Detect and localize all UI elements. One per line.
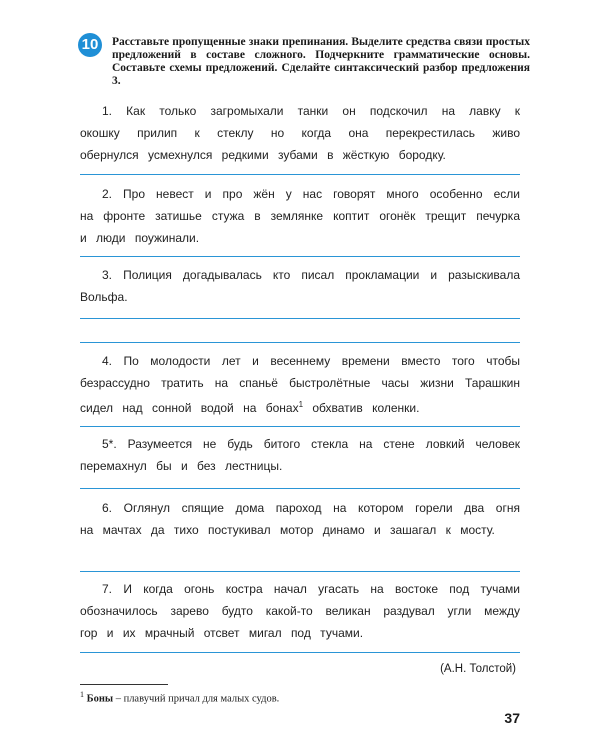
exercise-6 — [80, 497, 520, 541]
exercise-1 — [80, 100, 520, 166]
author-attribution: (А.Н. Толстой) — [440, 663, 516, 675]
exercise-2 — [80, 183, 520, 249]
exercise-text: По молодости лет и весеннему времени вместо того чтобы безрассудно тратить на спаньё быстролётные часы жизни Тарашкин сидел над сонной водой на бонах — [80, 354, 520, 415]
answer-line — [80, 342, 520, 343]
exercise-label: 1. — [102, 104, 113, 118]
footnote-divider — [80, 684, 168, 685]
page-number: 37 — [504, 710, 520, 726]
footnote-number: 1 — [80, 690, 84, 699]
exercise-text-cont: обхватив коленки. — [303, 401, 420, 415]
exercise-7 — [80, 578, 520, 644]
answer-line — [80, 174, 520, 175]
answer-line — [80, 256, 520, 257]
exercise-label: 7. — [102, 582, 113, 596]
task-number-badge: 10 — [78, 33, 102, 57]
exercise-text: Как только загромыхали танки он подскочил на лавку к окошку прилип к стеклу но когда она перекрестилась живо обернулся усмехнулся редкими зубами в жёсткую бородку. — [80, 104, 520, 162]
exercise-text: Разумеется не будь битого стекла на стене ловкий человек перемахнул бы и без лестницы. — [80, 437, 520, 473]
exercise-text: И когда огонь костра начал угасать на востоке под тучами обозначилось зарево будто какой-то великан раздувал угли между гор и их мрачный отсвет мигал под тучами. — [80, 582, 520, 640]
footnote-mark: 1 — [298, 400, 304, 409]
answer-line — [80, 318, 520, 319]
footnote-definition: – плавучий причал для малых судов. — [113, 693, 280, 705]
exercise-text: Оглянул спящие дома пароход на котором горели два огня на мачтах да тихо постукивал мотор динамо и зашагал к мосту. — [80, 501, 520, 537]
footnote — [80, 690, 279, 705]
exercise-3 — [80, 264, 520, 308]
answer-line — [80, 571, 520, 572]
task-instruction: Расставьте пропущенные знаки препинания. Выделите средства связи простых предложений в составе сложного. Подчеркните грамматические основы. Составьте схемы предложений. Сделайте синтаксический разбор предложения 3. — [112, 36, 530, 87]
exercise-text: Про невест и про жён у нас говорят много особенно если на фронте затишье стужа в землянке коптит огонёк трещит печурка и люди поужинали. — [80, 187, 520, 245]
exercise-label: 4. — [102, 354, 113, 368]
exercise-label: 2. — [102, 187, 113, 201]
exercise-4 — [80, 350, 520, 419]
exercise-label: 3. — [102, 268, 113, 282]
exercise-label: 6. — [102, 501, 113, 515]
answer-line — [80, 652, 520, 653]
exercise-label: 5*. — [102, 437, 117, 451]
exercise-text: Полиция догадывалась кто писал прокламации и разыскивала Вольфа. — [80, 268, 520, 304]
exercise-5 — [80, 433, 520, 477]
answer-line — [80, 488, 520, 489]
answer-line — [80, 426, 520, 427]
footnote-term: Боны — [86, 693, 114, 705]
